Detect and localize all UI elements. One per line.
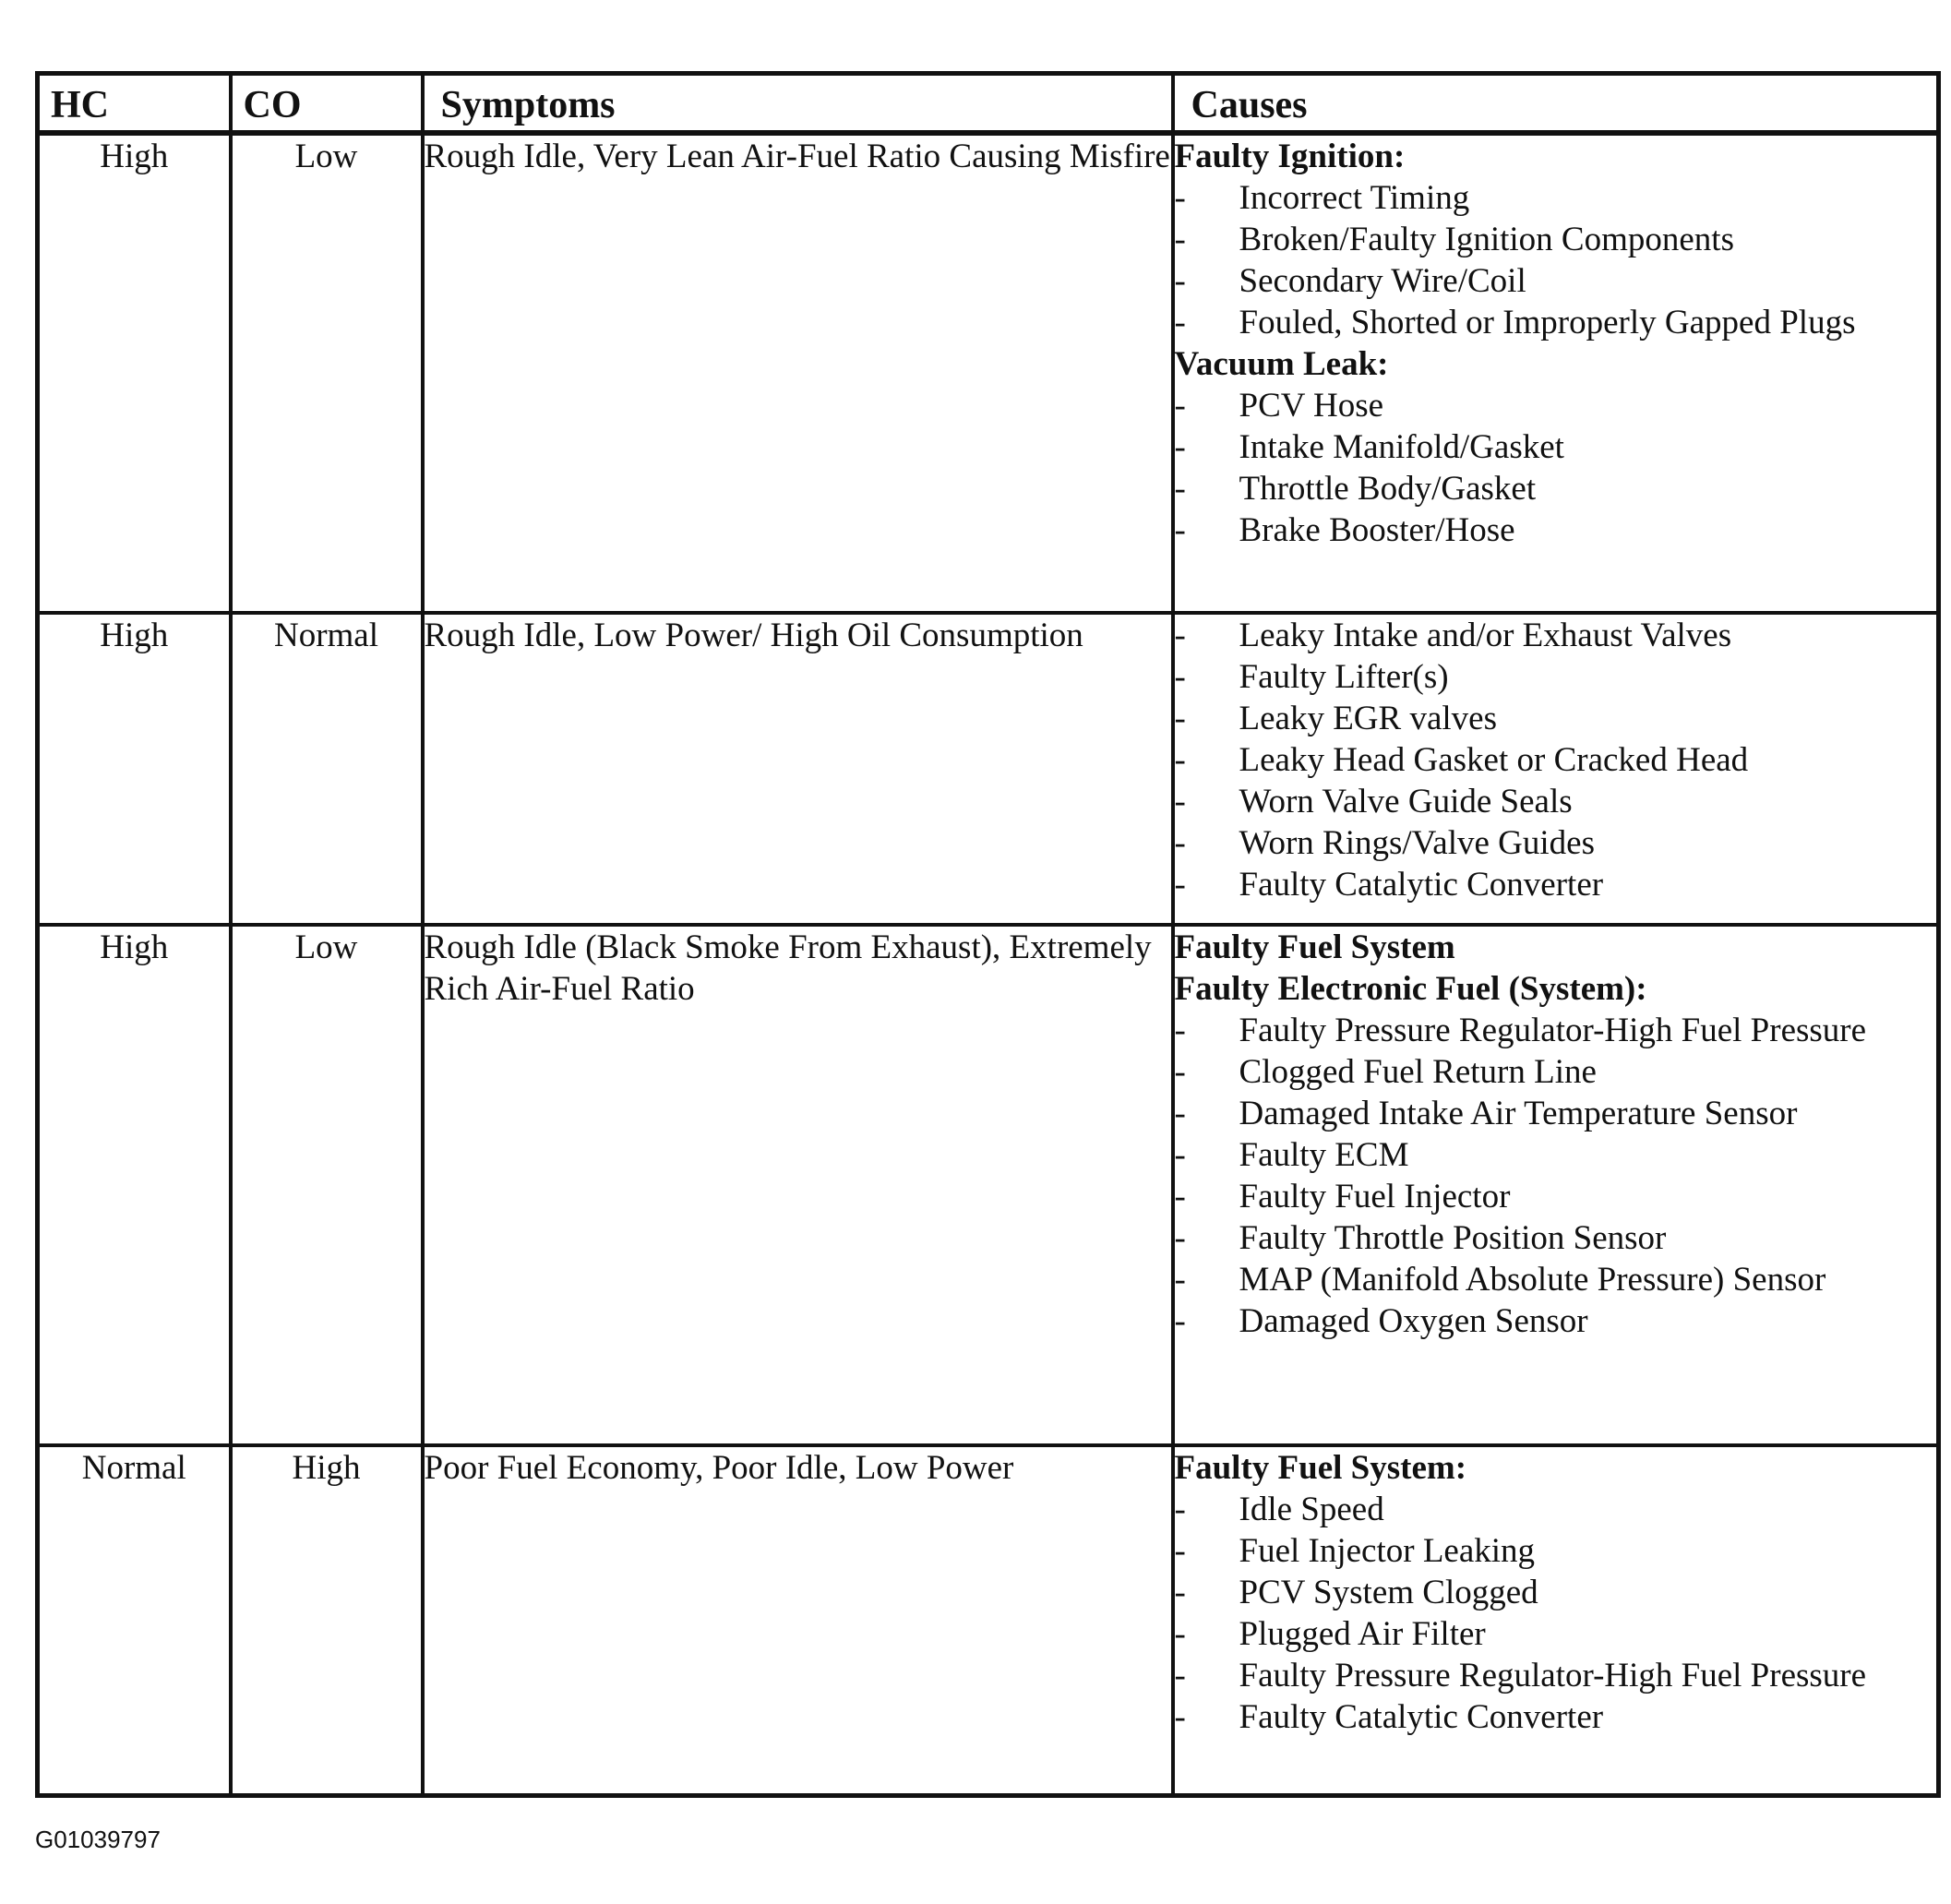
cause-heading: Faulty Electronic Fuel (System): — [1174, 969, 1647, 1008]
cause-bullet-dash: - — [1174, 220, 1186, 258]
figure-id: G01039797 — [35, 1826, 161, 1853]
cause-text: Worn Valve Guide Seals — [1239, 782, 1573, 820]
cause-item — [1175, 385, 1937, 426]
cause-item — [1175, 1259, 1937, 1300]
table-body — [38, 133, 1939, 1796]
symptoms-cell: Rough Idle, Very Lean Air-Fuel Ratio Causing Misfire — [423, 133, 1173, 613]
cause-item — [1175, 468, 1937, 509]
causes-cell — [1173, 925, 1939, 1445]
cause-text: Faulty ECM — [1239, 1135, 1409, 1174]
cause-text: Fuel Injector Leaking — [1239, 1531, 1536, 1570]
cause-text: PCV System Clogged — [1239, 1573, 1538, 1611]
cause-text: Leaky EGR valves — [1239, 699, 1497, 737]
cause-item — [1175, 1093, 1937, 1134]
cause-bullet-dash: - — [1174, 1011, 1186, 1049]
hc-cell: High — [38, 925, 231, 1445]
cause-bullet-dash: - — [1174, 1218, 1186, 1257]
cause-item — [1175, 1176, 1937, 1217]
cause-item — [1175, 864, 1937, 905]
cause-text: Damaged Oxygen Sensor — [1239, 1301, 1588, 1340]
cause-bullet-dash: - — [1174, 1614, 1186, 1653]
cause-bullet-dash: - — [1174, 427, 1186, 466]
cause-text: Faulty Pressure Regulator-High Fuel Pressure — [1239, 1656, 1867, 1694]
cause-bullet-dash: - — [1174, 1260, 1186, 1299]
cause-bullet-dash: - — [1174, 1531, 1186, 1570]
symptoms-cell: Rough Idle (Black Smoke From Exhaust), Extremely Rich Air-Fuel Ratio — [423, 925, 1173, 1445]
cause-item — [1175, 1489, 1937, 1530]
cause-bullet-dash: - — [1174, 865, 1186, 904]
cause-bullet-dash: - — [1174, 1094, 1186, 1132]
cause-bullet-dash: - — [1174, 782, 1186, 820]
hc-cell: Normal — [38, 1445, 231, 1796]
cause-bullet-dash: - — [1174, 261, 1186, 300]
cause-item — [1175, 698, 1937, 739]
co-cell: Low — [231, 925, 423, 1445]
cause-text: Secondary Wire/Coil — [1239, 261, 1526, 300]
cause-item — [1175, 1051, 1937, 1093]
cause-text: Faulty Throttle Position Sensor — [1239, 1218, 1667, 1257]
header-hc: HC — [38, 74, 231, 133]
cause-text: PCV Hose — [1239, 386, 1384, 425]
cause-text: Clogged Fuel Return Line — [1239, 1052, 1597, 1091]
cause-text: Faulty Lifter(s) — [1239, 657, 1449, 696]
cause-item — [1175, 1530, 1937, 1572]
cause-text: Faulty Pressure Regulator-High Fuel Pressure — [1239, 1011, 1867, 1049]
cause-item — [1175, 656, 1937, 698]
header-co: CO — [231, 74, 423, 133]
cause-bullet-dash: - — [1174, 1135, 1186, 1174]
cause-text: Leaky Head Gasket or Cracked Head — [1239, 740, 1749, 779]
cause-bullet-dash: - — [1174, 699, 1186, 737]
cause-item — [1175, 739, 1937, 781]
cause-item — [1175, 302, 1937, 343]
cause-text: Plugged Air Filter — [1239, 1614, 1486, 1653]
table-row — [38, 925, 1939, 1445]
cause-heading: Faulty Fuel System — [1174, 928, 1455, 966]
causes-cell — [1173, 133, 1939, 613]
header-row — [38, 74, 1939, 133]
cause-item — [1175, 1300, 1937, 1342]
diagnosis-sheet — [35, 71, 1936, 1798]
cause-item — [1175, 1572, 1937, 1613]
cause-bullet-dash: - — [1174, 740, 1186, 779]
cause-item — [1175, 615, 1937, 656]
cause-bullet-dash: - — [1174, 616, 1186, 654]
cause-heading: Faulty Ignition: — [1174, 137, 1406, 175]
cause-item — [1175, 219, 1937, 260]
cause-text: Faulty Fuel Injector — [1239, 1177, 1511, 1215]
cause-item — [1175, 509, 1937, 551]
co-cell: High — [231, 1445, 423, 1796]
cause-bullet-dash: - — [1174, 178, 1186, 217]
cause-text: Faulty Catalytic Converter — [1239, 865, 1604, 904]
cause-bullet-dash: - — [1174, 1177, 1186, 1215]
cause-item — [1175, 426, 1937, 468]
cause-text: Broken/Faulty Ignition Components — [1239, 220, 1734, 258]
cause-item — [1175, 1134, 1937, 1176]
cause-text: Fouled, Shorted or Improperly Gapped Plugs — [1239, 303, 1856, 341]
hc-cell: High — [38, 613, 231, 925]
cause-text: Worn Rings/Valve Guides — [1239, 823, 1595, 862]
cause-bullet-dash: - — [1174, 1656, 1186, 1694]
cause-bullet-dash: - — [1174, 1573, 1186, 1611]
table-row — [38, 133, 1939, 613]
causes-cell — [1173, 613, 1939, 925]
cause-bullet-dash: - — [1174, 1697, 1186, 1736]
cause-text: Throttle Body/Gasket — [1239, 469, 1537, 508]
cause-item — [1175, 177, 1937, 219]
cause-bullet-dash: - — [1174, 386, 1186, 425]
cause-item — [1175, 260, 1937, 302]
hc-cell: High — [38, 133, 231, 613]
table-row — [38, 1445, 1939, 1796]
causes-cell — [1173, 1445, 1939, 1796]
co-cell: Low — [231, 133, 423, 613]
cause-item — [1175, 1655, 1937, 1696]
cause-bullet-dash: - — [1174, 1490, 1186, 1528]
cause-bullet-dash: - — [1174, 1301, 1186, 1340]
cause-text: Incorrect Timing — [1239, 178, 1470, 217]
cause-item — [1175, 1613, 1937, 1655]
cause-text: Leaky Intake and/or Exhaust Valves — [1239, 616, 1732, 654]
cause-heading: Faulty Fuel System: — [1174, 1448, 1467, 1487]
co-cell: Normal — [231, 613, 423, 925]
cause-heading: Vacuum Leak: — [1174, 344, 1389, 383]
cause-bullet-dash: - — [1174, 469, 1186, 508]
cause-bullet-dash: - — [1174, 1052, 1186, 1091]
cause-bullet-dash: - — [1174, 657, 1186, 696]
cause-bullet-dash: - — [1174, 510, 1186, 549]
cause-text: Brake Booster/Hose — [1239, 510, 1515, 549]
cause-text: Faulty Catalytic Converter — [1239, 1697, 1604, 1736]
header-symptoms: Symptoms — [423, 74, 1173, 133]
header-causes: Causes — [1173, 74, 1939, 133]
cause-item — [1175, 1217, 1937, 1259]
cause-bullet-dash: - — [1174, 823, 1186, 862]
cause-item — [1175, 1010, 1937, 1051]
cause-item — [1175, 822, 1937, 864]
table-row — [38, 613, 1939, 925]
cause-text: Intake Manifold/Gasket — [1239, 427, 1564, 466]
cause-item — [1175, 781, 1937, 822]
cause-text: MAP (Manifold Absolute Pressure) Sensor — [1239, 1260, 1826, 1299]
emissions-diagnosis-table — [35, 71, 1941, 1798]
cause-text: Damaged Intake Air Temperature Sensor — [1239, 1094, 1798, 1132]
cause-bullet-dash: - — [1174, 303, 1186, 341]
cause-text: Idle Speed — [1239, 1490, 1384, 1528]
symptoms-cell: Poor Fuel Economy, Poor Idle, Low Power — [423, 1445, 1173, 1796]
symptoms-cell: Rough Idle, Low Power/ High Oil Consumption — [423, 613, 1173, 925]
cause-item — [1175, 1696, 1937, 1738]
